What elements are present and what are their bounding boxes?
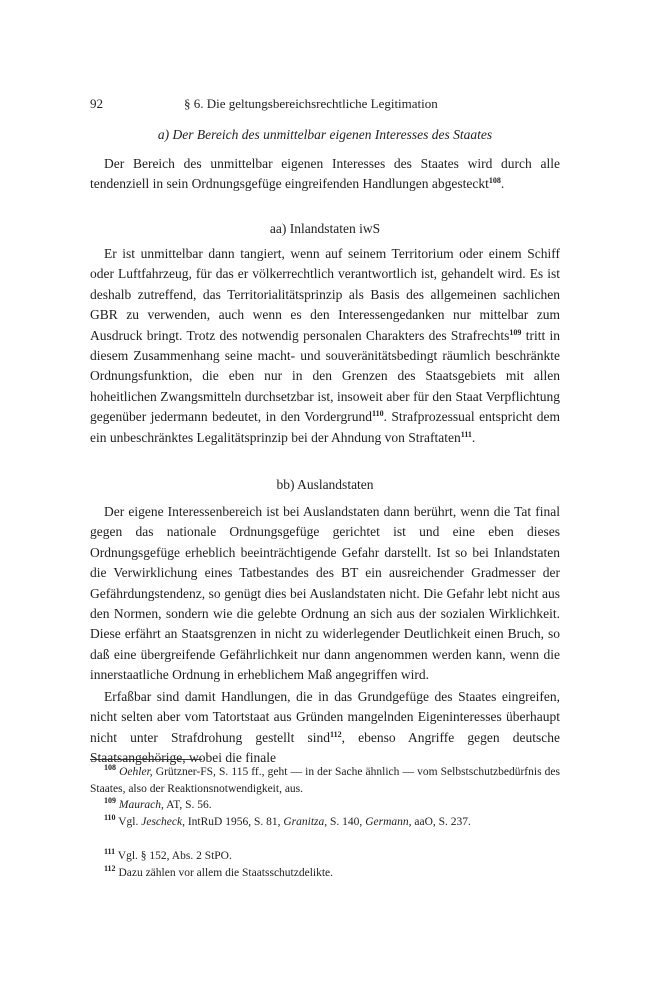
footnote-108: $^{108}$ Oehler, Grützner-FS, S. 115 ff., geht — in der Sache ähnlich — vom Selbstschutzbedürfnis des Staates, also der Reaktionsnotwendigkeit, aus.: [90, 763, 560, 795]
footnote-109: $^{109}$ Maurach, AT, S. 56.: [104, 796, 212, 811]
footnote-ref-110[interactable]: 110: [372, 409, 384, 419]
footnote-ref-112[interactable]: 112: [330, 729, 342, 739]
subheading-auslandstaten: bb) Auslandstaten: [276, 477, 374, 492]
intro-paragraph: Der Bereich des unmittelbar eigenen Interesses des Staates wird durch alle tendenziell in sein Ordnungsgefüge eingreifenden Handlungen abgesteckt$^{108}$.: [90, 156, 560, 192]
footnote-112: $^{112}$ Dazu zählen vor allem die Staatsschutzdelikte.: [104, 864, 334, 879]
paragraph-auslandstaten-1: Der eigene Interessenbereich ist bei Auslandstaten dann berührt, wenn die Tat final gegen das nationale Ordnungsgefüge gerichtet ist und eine eben dieses Ordnungsgefüge erheblich beeinträchtigende Gefahr darstellt. Ist so bei Inlandstaten die Verwirklichung eines Tatbestandes des BT ein ausreichender Gradmesser der Gefährdungstendenz, so genügt dies bei Auslandstaten nicht. Die Gefahr lebt nicht aus den Normen, sondern wie die gelebte Ordnung an sich aus der sozialen Wirklichkeit. Diese erfährt an Staatsgrenzen in nicht zu widerlegender Deutlichkeit einen Bruch, so daß eine übergreifende Gefährlichkeit nur dann angenommen werden kann, wenn die innerstaatliche Ordnung in erheblichem Maß angegriffen wird.: [90, 504, 560, 683]
page-number: 92: [90, 96, 103, 111]
section-title: a) Der Bereich des unmittelbar eigenen Interesses des Staates: [157, 127, 493, 142]
footnote-ref-109[interactable]: 109: [509, 327, 522, 337]
paragraph-inlandstaten: Er ist unmittelbar dann tangiert, wenn auf seinem Territorium oder einem Schiff oder Luftfahrzeug, für das er völkerrechtlich verantwortlich ist, gehandelt wird. Es ist deshalb zutreffend, das Territorialitätsprinzip als Basis des allgemeinen sachlichen GBR zu verwenden, auch wenn es den Interessengedanken nur mittelbar zum Ausdruck bringt. Trotz des notwendig personalen Charakters des Strafrechts$^{109}$ tritt in diesem Zusammenhang seine macht- und souveränitätsbedingt räumlich beschränkte Ordnungsfunktion, die eben nur in den Grenzen des Staatsgebiets mit allen hoheitlichen Zwangsmitteln durchsetzbar ist, insoweit aber für den Staat Verpflichtung gegenüber jedermann bedeutet, in den Vordergrund$^{110}$. Strafprozessual entspricht dem ein unbeschränktes Legalitätsprinzip bei der Ahndung von Straftaten$^{111}$.: [90, 246, 561, 445]
footnote-ref-108[interactable]: 108: [488, 176, 501, 186]
running-title: § 6. Die geltungsbereichsrechtliche Legitimation: [184, 96, 438, 111]
paragraph-auslandstaten-2: Erfaßbar sind damit Handlungen, die in das Grundgefüge des Staates eingreifen, nicht selten aber vom Tatortstaat aus Gründen mangelnden Eigeninteresses überhaupt nicht unter Strafdrohung gestellt sind$^{112}$, ebenso Angriffe gegen deutsche Staatsangehörige, wobei die finale: [90, 689, 560, 766]
footnote-111: $^{111}$ Vgl. § 152, Abs. 2 StPO.: [104, 847, 232, 862]
subheading-inlandstaten: aa) Inlandstaten iwS: [269, 221, 381, 236]
footnote-110: $^{110}$ Vgl. Jescheck, IntRuD 1956, S. 81, Granitza, S. 140, Germann, aaO, S. 237.: [104, 813, 471, 828]
running-header: [90, 94, 560, 114]
footnote-ref-111[interactable]: 111: [460, 429, 472, 439]
footnote-divider: [90, 759, 202, 760]
